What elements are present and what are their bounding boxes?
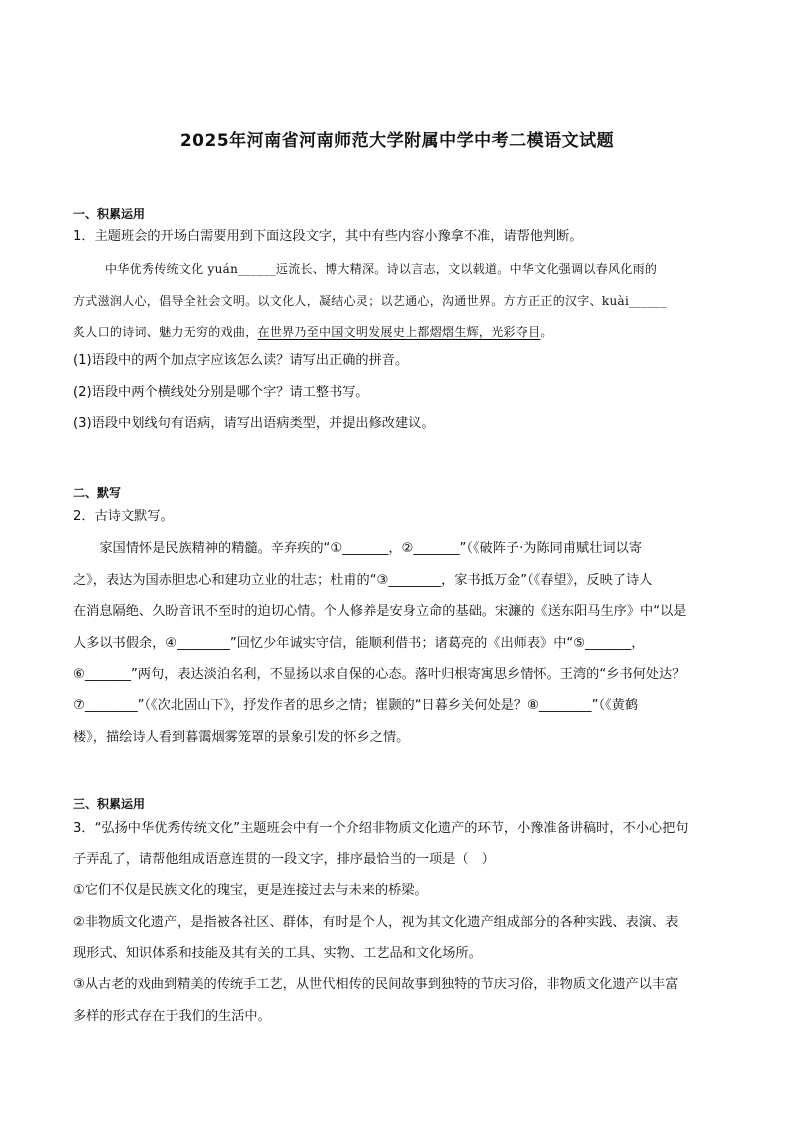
sub-question-2: (2)语段中两个横线处分别是哪个字？请工整书写。	[73, 385, 369, 400]
q3-option-2a: ②非物质文化遗产，是指被各社区、群体，有时是个人，视为其文化遗产组成部分的各种实践、表演、表	[73, 915, 679, 930]
q3-option-3b: 多样的形式存在于我们的生活中。	[73, 1009, 271, 1024]
poetry-line-6: ⑦________”（《次北固山下》，抒发作者的思乡之情；崔颢的“日暮乡关何处是？⑧________”（《黄鹤	[73, 698, 639, 713]
sub-question-1: (1)语段中的两个加点字应该怎么读？请写出正确的拼音。	[73, 353, 409, 368]
poetry-line-4: 人多以书假余，④________”回忆少年诚实守信，能顺利借书；诸葛亮的《出师表》中“⑤_______，	[73, 636, 645, 651]
q3-option-3a: ③从古老的戏曲到精美的传统手工艺，从世代相传的民间故事到独特的节庆习俗，非物质文化遗产以丰富	[73, 977, 679, 992]
sub-question-3: (3)语段中划线句有语病，请写出语病类型，并提出修改建议。	[73, 416, 435, 431]
q3-line-2: 子弄乱了，请帮他组成语意连贯的一段文字，排序最恰当的一项是（ ）	[73, 852, 495, 867]
passage-line-3-end: 。	[540, 325, 553, 339]
question-2-stem: 2．古诗文默写。	[73, 509, 174, 524]
section-heading-3: 三、积累运用	[73, 797, 146, 811]
q3-line-1: 3．“弘扬中华优秀传统文化”主题班会中有一个介绍非物质文化遗产的环节，小豫准备讲稿时，不小心把句	[73, 821, 689, 836]
section-heading-2: 二、默写	[73, 486, 122, 500]
section-heading-1: 一、积累运用	[73, 207, 146, 221]
underlined-sentence: 在世界乃至中国文明发展史上都熠熠生辉，光彩夺目	[257, 325, 541, 339]
passage-line-3-plain: 炙人口的诗词、魅力无穷的戏曲，	[73, 325, 258, 339]
passage-line-3	[73, 323, 553, 341]
page-title: 2025年河南省河南师范大学附属中学中考二模语文试题	[179, 131, 615, 151]
question-1-stem: 1．主题班会的开场白需要用到下面这段文字，其中有些内容小豫拿不准，请帮他判断。	[73, 229, 583, 244]
passage-line-2: 方式滋润人心，倡导全社会文明。以文化人，凝结心灵；以艺通心，沟通世界。方方正正的汉字、kuài______	[73, 294, 667, 308]
poetry-line-1: 家国情怀是民族精神的精髓。辛弃疾的“①_______，②_______”（《破阵子·为陈同甫赋壮词以寄	[73, 541, 642, 556]
poetry-line-2: 之》，表达为国赤胆忠心和建功立业的壮志；杜甫的“③________，家书抵万金”（《春望》，反映了诗人	[73, 573, 653, 588]
poetry-line-3: 在消息隔绝、久盼音讯不至时的迫切心情。个人修养是安身立命的基础。宋濂的《送东阳马生序》中“以是	[73, 604, 687, 619]
poetry-line-7: 楼》，描绘诗人看到暮霭烟雾笼罩的景象引发的怀乡之情。	[73, 730, 410, 745]
q3-option-2b: 现形式、知识体系和技能及其有关的工具、实物、工艺品和文化场所。	[73, 946, 482, 961]
poetry-line-5: ⑥_______”两句，表达淡泊名利，不显扬以求自保的心态。落叶归根寄寓思乡情怀。王湾的“乡书何处达？	[73, 667, 686, 682]
q3-option-1: ①它们不仅是民族文化的瑰宝，更是连接过去与未来的桥梁。	[73, 883, 428, 898]
passage-line-1: 中华优秀传统文化 yuán______远流长、博大精深。诗以言志，文以载道。中华文化强调以春风化雨的	[105, 262, 658, 276]
